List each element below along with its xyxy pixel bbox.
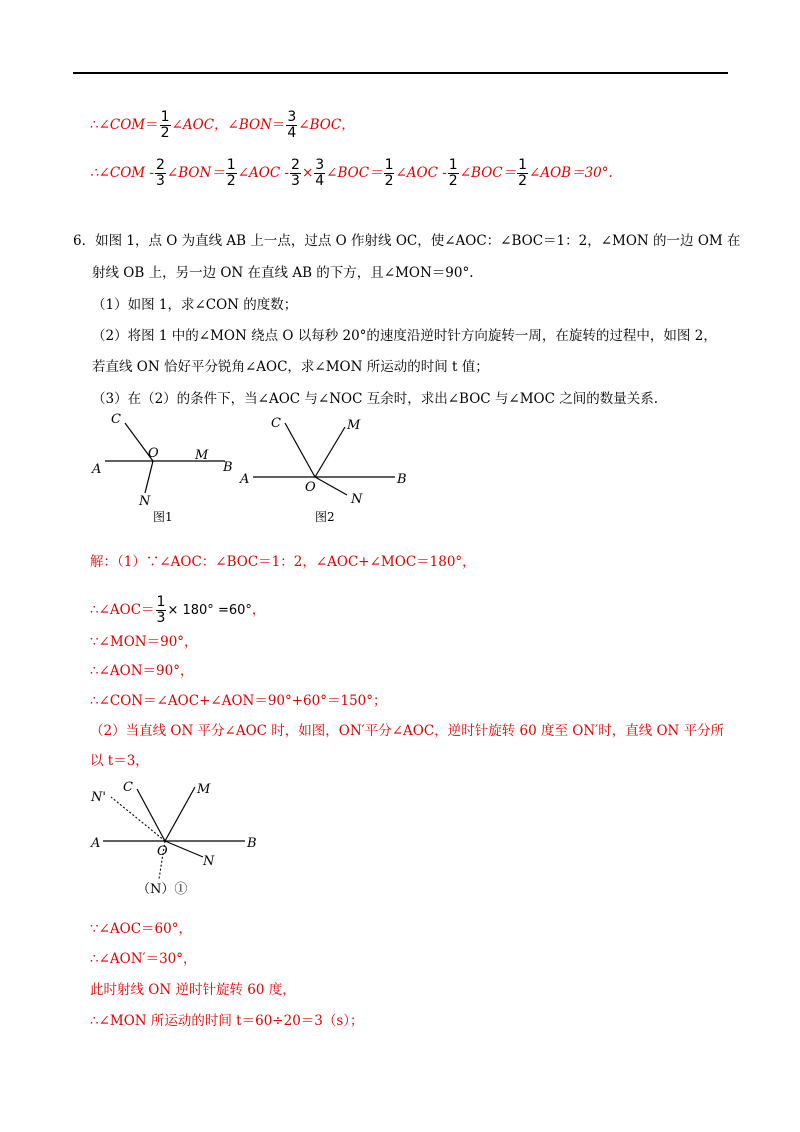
solution-line-9: ∴∠AON′＝30°， <box>90 951 197 967</box>
solution-line-10: 此时射线 ON 逆时针旋转 60 度， <box>90 982 296 998</box>
fig3-label-m: M <box>197 782 211 797</box>
solution-line-7: 以 t＝3， <box>90 753 149 769</box>
fraction: $\frac{2}{3}$ <box>291 157 300 189</box>
fraction: $\frac{1}{2}$ <box>448 157 458 189</box>
fig1-label-m: M <box>195 448 209 463</box>
fig2-label-o: O <box>305 480 316 495</box>
figure-3 <box>85 775 265 910</box>
fig2-label-n: N <box>351 492 363 507</box>
fraction: $\frac{1}{2}$ <box>226 157 236 189</box>
solution-line-4: ∴∠AON＝90°， <box>90 663 194 679</box>
fig1-label-n: N <box>139 494 151 509</box>
figure-2 <box>235 405 415 535</box>
fig2-label-c: C <box>271 416 281 431</box>
fraction-three-quarters: $\frac{3}{4}$ <box>287 109 297 141</box>
solution-line-1: 解：（1）∵∠AOC：∠BOC＝1：2，∠AOC+∠MOC＝180°， <box>90 554 476 570</box>
fig3-label-c: C <box>123 780 133 795</box>
fig3-label-o: O <box>157 844 168 859</box>
fig1-label-o: O <box>148 446 159 461</box>
fig3-bottom-label: （N）① <box>137 882 188 897</box>
fig1-label-b: B <box>223 460 233 475</box>
solution-line-6: （2）当直线 ON 平分∠AOC 时，如图，ON′平分∠AOC，逆时针旋转 60 度至 ON′时，直线 ON 平分所 <box>90 723 725 739</box>
problem-line-3: （1）如图 1，求∠CON 的度数； <box>92 297 298 313</box>
problem-line-6: （3）在（2）的条件下，当∠AOC 与∠NOC 互余时，求出∠BOC 与∠MOC 之间的数量关系. <box>92 391 659 407</box>
figure-1 <box>85 405 245 535</box>
solution-line-aob: ∴∠COM - $\frac{2}{3}$ ∠BON＝ $\frac{1}{2}$ ∠AOC - $\frac{2}{3}$ × $\frac{3}{4}$ ∠BOC＝ $\frac{1}{2}$ ∠AOC - $\frac{1}{2}$ ∠BOC＝ $\frac{1}{2}$ ∠AOB＝30°. <box>90 157 613 189</box>
fig2-caption: 图2 <box>315 510 335 524</box>
fig2-label-m: M <box>347 418 361 433</box>
fig3-label-b: B <box>247 836 257 851</box>
fraction-one-third: $\frac{1}{3}$ <box>156 594 166 626</box>
fig3-label-n: N <box>203 854 215 869</box>
fig1-label-a: A <box>92 462 102 477</box>
fig3-label-nprime: N' <box>91 790 106 805</box>
fig2-label-a: A <box>240 472 250 487</box>
problem-line-2: 射线 OB 上，另一边 ON 在直线 AB 的下方，且∠MON＝90°. <box>92 265 474 281</box>
header-rule <box>73 72 728 74</box>
fraction-one-half: $\frac{1}{2}$ <box>160 109 170 141</box>
fig1-label-c: C <box>111 412 121 427</box>
fraction: $\frac{2}{3}$ <box>155 157 165 189</box>
problem-line-5: 若直线 ON 恰好平分锐角∠AOC，求∠MON 所运动的时间 t 值； <box>92 359 489 375</box>
solution-line-5: ∴∠CON＝∠AOC+∠AON＝90°+60°＝150°； <box>90 693 387 709</box>
solution-line-8: ∵∠AOC＝60°， <box>90 921 192 937</box>
solution-line-com: ∴∠COM＝ $\frac{1}{2}$ ∠AOC，∠BON＝ $\frac{3}{4}$ ∠BOC， <box>90 109 355 141</box>
problem-line-4: （2）将图 1 中的∠MON 绕点 O 以每秒 20°的速度沿逆时针方向旋转一周，在旋转的过程中，如图 2， <box>92 328 717 344</box>
fig3-label-a: A <box>91 836 101 851</box>
solution-line-2: ∴∠AOC＝ $\frac{1}{3}$ × 180° =60°， <box>90 594 266 626</box>
problem-line-1: 6．如图 1，点 O 为直线 AB 上一点，过点 O 作射线 OC，使∠AOC：∠BOC＝1：2，∠MON 的一边 OM 在 <box>73 233 741 249</box>
fraction: $\frac{1}{2}$ <box>518 157 528 189</box>
fraction: $\frac{3}{4}$ <box>315 157 325 189</box>
fraction: $\frac{1}{2}$ <box>384 157 394 189</box>
fig2-label-b: B <box>397 472 407 487</box>
solution-line-3: ∵∠MON＝90°， <box>90 634 198 650</box>
fig1-caption: 图1 <box>153 510 173 524</box>
solution-line-11: ∴∠MON 所运动的时间 t＝60÷20＝3（s）； <box>90 1013 364 1029</box>
